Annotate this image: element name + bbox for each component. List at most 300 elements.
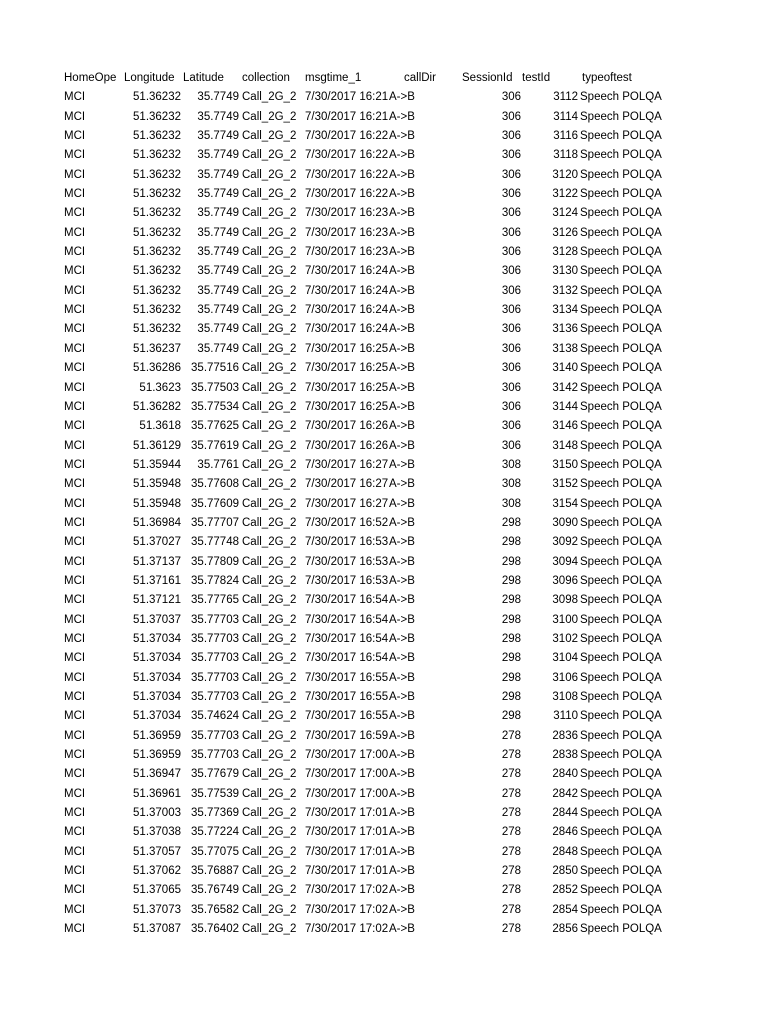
longitude-cell: 51.3623: [139, 381, 181, 394]
testid-cell: 3098: [552, 594, 578, 607]
header-collection: collection: [242, 72, 290, 84]
latitude-cell: 35.77609: [191, 497, 239, 510]
typeoftest-cell: Speech POLQA: [580, 362, 662, 375]
latitude-cell: 35.77707: [191, 516, 239, 529]
latitude-cell: 35.77679: [191, 768, 239, 781]
typeoftest-cell: Speech POLQA: [580, 284, 662, 297]
calldir-cell: A->B: [389, 149, 415, 162]
latitude-cell: 35.77765: [191, 594, 239, 607]
typeoftest-cell: Speech POLQA: [580, 168, 662, 181]
table-row: [0, 262, 768, 281]
calldir-cell: A->B: [389, 903, 415, 916]
typeoftest-cell: Speech POLQA: [580, 420, 662, 433]
testid-cell: 3128: [552, 246, 578, 259]
homeope-cell: MCI: [64, 458, 86, 471]
msgtime-cell: 7/30/2017 17:02: [305, 903, 389, 916]
table-row: [0, 495, 768, 514]
homeope-cell: MCI: [64, 845, 86, 858]
msgtime-cell: 7/30/2017 16:53: [305, 536, 389, 549]
longitude-cell: 51.37065: [133, 884, 181, 897]
testid-cell: 2850: [552, 865, 578, 878]
collection-cell: Call_2G_2: [242, 923, 297, 936]
msgtime-cell: 7/30/2017 16:25: [305, 381, 389, 394]
calldir-cell: A->B: [389, 323, 415, 336]
typeoftest-cell: Speech POLQA: [580, 400, 662, 413]
sessionid-cell: 278: [501, 865, 521, 878]
sessionid-cell: 298: [501, 632, 521, 645]
testid-cell: 2840: [552, 768, 578, 781]
msgtime-cell: 7/30/2017 17:00: [305, 787, 389, 800]
testid-cell: 3140: [552, 362, 578, 375]
longitude-cell: 51.35948: [133, 478, 181, 491]
longitude-cell: 51.36232: [133, 323, 181, 336]
table-row: [0, 456, 768, 475]
testid-cell: 3108: [552, 691, 578, 703]
table-row: [0, 901, 768, 920]
sessionid-cell: 306: [501, 323, 521, 336]
calldir-cell: A->B: [389, 439, 415, 452]
msgtime-cell: 7/30/2017 17:02: [305, 923, 389, 936]
typeoftest-cell: Speech POLQA: [580, 787, 662, 800]
latitude-cell: 35.7761: [197, 458, 239, 471]
testid-cell: 2856: [552, 923, 578, 936]
latitude-cell: 35.7749: [197, 323, 239, 336]
table-row: [0, 804, 768, 823]
calldir-cell: A->B: [389, 168, 415, 181]
collection-cell: Call_2G_2: [242, 536, 297, 549]
table-body: [0, 88, 768, 939]
testid-cell: 3150: [552, 458, 578, 471]
longitude-cell: 51.37034: [133, 632, 181, 645]
msgtime-cell: 7/30/2017 16:23: [305, 226, 389, 239]
msgtime-cell: 7/30/2017 17:01: [305, 865, 389, 878]
calldir-cell: A->B: [389, 130, 415, 143]
latitude-cell: 35.76402: [191, 923, 239, 936]
table-row: [0, 320, 768, 339]
longitude-cell: 51.37034: [133, 710, 181, 723]
latitude-cell: 35.77703: [191, 691, 239, 703]
typeoftest-cell: Speech POLQA: [580, 671, 662, 684]
collection-cell: Call_2G_2: [242, 671, 297, 684]
collection-cell: Call_2G_2: [242, 768, 297, 781]
longitude-cell: 51.37087: [133, 923, 181, 936]
typeoftest-cell: Speech POLQA: [580, 632, 662, 645]
calldir-cell: A->B: [389, 420, 415, 433]
msgtime-cell: 7/30/2017 16:24: [305, 323, 389, 336]
calldir-cell: A->B: [389, 400, 415, 413]
homeope-cell: MCI: [64, 420, 86, 433]
table-row: [0, 514, 768, 533]
homeope-cell: MCI: [64, 265, 86, 278]
table-row: [0, 417, 768, 436]
calldir-cell: A->B: [389, 807, 415, 820]
longitude-cell: 51.37034: [133, 671, 181, 684]
table-row: [0, 359, 768, 378]
homeope-cell: MCI: [64, 749, 86, 762]
latitude-cell: 35.77703: [191, 632, 239, 645]
longitude-cell: 51.35948: [133, 497, 181, 510]
msgtime-cell: 7/30/2017 16:25: [305, 362, 389, 375]
latitude-cell: 35.76582: [191, 903, 239, 916]
latitude-cell: 35.77703: [191, 671, 239, 684]
table-row: [0, 533, 768, 552]
homeope-cell: MCI: [64, 903, 86, 916]
testid-cell: 3136: [552, 323, 578, 336]
msgtime-cell: 7/30/2017 17:00: [305, 768, 389, 781]
table-row: [0, 920, 768, 939]
collection-cell: Call_2G_2: [242, 130, 297, 143]
typeoftest-cell: Speech POLQA: [580, 807, 662, 820]
calldir-cell: A->B: [389, 632, 415, 645]
calldir-cell: A->B: [389, 362, 415, 375]
calldir-cell: A->B: [389, 613, 415, 626]
testid-cell: 2842: [552, 787, 578, 800]
latitude-cell: 35.7749: [197, 149, 239, 162]
homeope-cell: MCI: [64, 342, 86, 355]
testid-cell: 3132: [552, 284, 578, 297]
testid-cell: 2848: [552, 845, 578, 858]
latitude-cell: 35.77516: [191, 362, 239, 375]
longitude-cell: 51.36232: [133, 188, 181, 201]
collection-cell: Call_2G_2: [242, 246, 297, 259]
longitude-cell: 51.36232: [133, 226, 181, 239]
table-row: [0, 881, 768, 900]
calldir-cell: A->B: [389, 574, 415, 587]
typeoftest-cell: Speech POLQA: [580, 497, 662, 510]
calldir-cell: A->B: [389, 284, 415, 297]
latitude-cell: 35.7749: [197, 130, 239, 143]
typeoftest-cell: Speech POLQA: [580, 923, 662, 936]
sessionid-cell: 306: [501, 188, 521, 201]
longitude-cell: 51.37027: [133, 536, 181, 549]
header-typeoftest: typeoftest: [582, 72, 632, 84]
testid-cell: 2846: [552, 826, 578, 839]
homeope-cell: MCI: [64, 594, 86, 607]
table-row: [0, 146, 768, 165]
sessionid-cell: 278: [501, 903, 521, 916]
calldir-cell: A->B: [389, 710, 415, 723]
homeope-cell: MCI: [64, 555, 86, 568]
msgtime-cell: 7/30/2017 16:27: [305, 478, 389, 491]
msgtime-cell: 7/30/2017 16:53: [305, 555, 389, 568]
collection-cell: Call_2G_2: [242, 458, 297, 471]
latitude-cell: 35.77503: [191, 381, 239, 394]
testid-cell: 3090: [552, 516, 578, 529]
typeoftest-cell: Speech POLQA: [580, 749, 662, 762]
msgtime-cell: 7/30/2017 17:00: [305, 749, 389, 762]
table-row: [0, 88, 768, 107]
typeoftest-cell: Speech POLQA: [580, 516, 662, 529]
collection-cell: Call_2G_2: [242, 362, 297, 375]
homeope-cell: MCI: [64, 884, 86, 897]
calldir-cell: A->B: [389, 381, 415, 394]
latitude-cell: 35.77369: [191, 807, 239, 820]
table-row: [0, 224, 768, 243]
table-row: [0, 649, 768, 668]
calldir-cell: A->B: [389, 671, 415, 684]
calldir-cell: A->B: [389, 691, 415, 703]
latitude-cell: 35.77703: [191, 652, 239, 665]
msgtime-cell: 7/30/2017 16:22: [305, 188, 389, 201]
longitude-cell: 51.36232: [133, 304, 181, 317]
homeope-cell: MCI: [64, 807, 86, 820]
latitude-cell: 35.7749: [197, 207, 239, 220]
table-row: [0, 823, 768, 842]
sessionid-cell: 298: [501, 516, 521, 529]
msgtime-cell: 7/30/2017 16:54: [305, 613, 389, 626]
longitude-cell: 51.36232: [133, 130, 181, 143]
msgtime-cell: 7/30/2017 16:23: [305, 246, 389, 259]
testid-cell: 3116: [553, 130, 578, 143]
longitude-cell: 51.36232: [133, 168, 181, 181]
table-row: [0, 437, 768, 456]
longitude-cell: 51.37037: [133, 613, 181, 626]
testid-cell: 3094: [552, 555, 578, 568]
table-row: [0, 282, 768, 301]
latitude-cell: 35.7749: [197, 265, 239, 278]
longitude-cell: 51.37121: [133, 594, 181, 607]
msgtime-cell: 7/30/2017 16:52: [305, 516, 389, 529]
longitude-cell: 51.36232: [133, 246, 181, 259]
table-row: [0, 108, 768, 127]
calldir-cell: A->B: [389, 91, 415, 104]
sessionid-cell: 306: [501, 439, 521, 452]
longitude-cell: 51.37137: [133, 555, 181, 568]
typeoftest-cell: Speech POLQA: [580, 110, 662, 123]
sessionid-cell: 278: [501, 826, 521, 839]
testid-cell: 2854: [552, 903, 578, 916]
longitude-cell: 51.36984: [133, 516, 181, 529]
sessionid-cell: 278: [501, 729, 521, 742]
homeope-cell: MCI: [64, 497, 86, 510]
testid-cell: 3142: [552, 381, 578, 394]
typeoftest-cell: Speech POLQA: [580, 265, 662, 278]
msgtime-cell: 7/30/2017 16:24: [305, 284, 389, 297]
typeoftest-cell: Speech POLQA: [580, 594, 662, 607]
header-testid: testId: [522, 72, 551, 84]
sessionid-cell: 306: [501, 400, 521, 413]
longitude-cell: 51.37034: [133, 652, 181, 665]
sessionid-cell: 306: [501, 207, 521, 220]
homeope-cell: MCI: [64, 110, 86, 123]
msgtime-cell: 7/30/2017 16:22: [305, 130, 389, 143]
calldir-cell: A->B: [389, 884, 415, 897]
msgtime-cell: 7/30/2017 16:24: [305, 304, 389, 317]
latitude-cell: 35.7749: [197, 284, 239, 297]
testid-cell: 3146: [552, 420, 578, 433]
table-row: [0, 688, 768, 707]
collection-cell: Call_2G_2: [242, 749, 297, 762]
sessionid-cell: 306: [501, 130, 521, 143]
collection-cell: Call_2G_2: [242, 826, 297, 839]
table-row: [0, 727, 768, 746]
calldir-cell: A->B: [389, 749, 415, 762]
latitude-cell: 35.7749: [197, 168, 239, 181]
collection-cell: Call_2G_2: [242, 574, 297, 587]
typeoftest-cell: Speech POLQA: [580, 884, 662, 897]
table-row: [0, 611, 768, 630]
typeoftest-cell: Speech POLQA: [580, 188, 662, 201]
calldir-cell: A->B: [389, 478, 415, 491]
homeope-cell: MCI: [64, 710, 86, 723]
msgtime-cell: 7/30/2017 16:26: [305, 439, 389, 452]
typeoftest-cell: Speech POLQA: [580, 826, 662, 839]
testid-cell: 3148: [552, 439, 578, 452]
longitude-cell: 51.37073: [133, 903, 181, 916]
testid-cell: 3106: [552, 671, 578, 684]
longitude-cell: 51.37057: [133, 845, 181, 858]
homeope-cell: MCI: [64, 652, 86, 665]
table-row: [0, 591, 768, 610]
msgtime-cell: 7/30/2017 16:27: [305, 458, 389, 471]
homeope-cell: MCI: [64, 691, 86, 703]
typeoftest-cell: Speech POLQA: [580, 458, 662, 471]
typeoftest-cell: Speech POLQA: [580, 729, 662, 742]
calldir-cell: A->B: [389, 865, 415, 878]
sessionid-cell: 298: [501, 594, 521, 607]
homeope-cell: MCI: [64, 768, 86, 781]
collection-cell: Call_2G_2: [242, 381, 297, 394]
calldir-cell: A->B: [389, 304, 415, 317]
collection-cell: Call_2G_2: [242, 207, 297, 220]
calldir-cell: A->B: [389, 768, 415, 781]
longitude-cell: 51.36282: [133, 400, 181, 413]
msgtime-cell: 7/30/2017 16:22: [305, 149, 389, 162]
msgtime-cell: 7/30/2017 16:55: [305, 691, 389, 703]
sessionid-cell: 278: [501, 845, 521, 858]
longitude-cell: 51.37161: [133, 574, 181, 587]
table-row: [0, 166, 768, 185]
typeoftest-cell: Speech POLQA: [580, 555, 662, 568]
latitude-cell: 35.77619: [191, 439, 239, 452]
msgtime-cell: 7/30/2017 16:22: [305, 168, 389, 181]
collection-cell: Call_2G_2: [242, 478, 297, 491]
calldir-cell: A->B: [389, 845, 415, 858]
sessionid-cell: 308: [501, 458, 521, 471]
testid-cell: 3126: [552, 226, 578, 239]
table-row: [0, 204, 768, 223]
collection-cell: Call_2G_2: [242, 265, 297, 278]
calldir-cell: A->B: [389, 458, 415, 471]
longitude-cell: 51.35944: [133, 458, 181, 471]
sessionid-cell: 298: [501, 574, 521, 587]
latitude-cell: 35.77075: [191, 845, 239, 858]
typeoftest-cell: Speech POLQA: [580, 130, 662, 143]
latitude-cell: 35.77539: [191, 787, 239, 800]
homeope-cell: MCI: [64, 439, 86, 452]
testid-cell: 3154: [552, 497, 578, 510]
latitude-cell: 35.76887: [191, 865, 239, 878]
sessionid-cell: 298: [501, 671, 521, 684]
collection-cell: Call_2G_2: [242, 555, 297, 568]
sessionid-cell: 278: [501, 768, 521, 781]
homeope-cell: MCI: [64, 671, 86, 684]
homeope-cell: MCI: [64, 381, 86, 394]
msgtime-cell: 7/30/2017 16:21: [305, 91, 389, 104]
latitude-cell: 35.7749: [197, 188, 239, 201]
table-row: [0, 746, 768, 765]
homeope-cell: MCI: [64, 130, 86, 143]
testid-cell: 3104: [552, 652, 578, 665]
homeope-cell: MCI: [64, 826, 86, 839]
homeope-cell: MCI: [64, 362, 86, 375]
table-row: [0, 572, 768, 591]
sessionid-cell: 278: [501, 749, 521, 762]
sessionid-cell: 298: [501, 652, 521, 665]
collection-cell: Call_2G_2: [242, 613, 297, 626]
homeope-cell: MCI: [64, 149, 86, 162]
homeope-cell: MCI: [64, 516, 86, 529]
longitude-cell: 51.37062: [133, 865, 181, 878]
typeoftest-cell: Speech POLQA: [580, 768, 662, 781]
homeope-cell: MCI: [64, 91, 86, 104]
msgtime-cell: 7/30/2017 17:01: [305, 826, 389, 839]
longitude-cell: 51.37038: [133, 826, 181, 839]
calldir-cell: A->B: [389, 516, 415, 529]
collection-cell: Call_2G_2: [242, 497, 297, 510]
collection-cell: Call_2G_2: [242, 652, 297, 665]
table-row: [0, 843, 768, 862]
typeoftest-cell: Speech POLQA: [580, 613, 662, 626]
longitude-cell: 51.36961: [133, 787, 181, 800]
sessionid-cell: 306: [501, 381, 521, 394]
calldir-cell: A->B: [389, 826, 415, 839]
collection-cell: Call_2G_2: [242, 284, 297, 297]
header-sessionid: SessionId: [462, 72, 513, 84]
typeoftest-cell: Speech POLQA: [580, 246, 662, 259]
header-calldir: callDir: [404, 72, 436, 84]
testid-cell: 3102: [552, 632, 578, 645]
testid-cell: 3092: [552, 536, 578, 549]
msgtime-cell: 7/30/2017 16:24: [305, 265, 389, 278]
sessionid-cell: 298: [501, 691, 521, 703]
latitude-cell: 35.77608: [191, 478, 239, 491]
typeoftest-cell: Speech POLQA: [580, 845, 662, 858]
latitude-cell: 35.7749: [197, 226, 239, 239]
msgtime-cell: 7/30/2017 16:55: [305, 671, 389, 684]
longitude-cell: 51.36959: [133, 729, 181, 742]
table-row: [0, 669, 768, 688]
sessionid-cell: 306: [501, 226, 521, 239]
collection-cell: Call_2G_2: [242, 594, 297, 607]
homeope-cell: MCI: [64, 923, 86, 936]
collection-cell: Call_2G_2: [242, 323, 297, 336]
msgtime-cell: 7/30/2017 16:55: [305, 710, 389, 723]
header-latitude: Latitude: [183, 72, 224, 84]
msgtime-cell: 7/30/2017 17:01: [305, 807, 389, 820]
sessionid-cell: 298: [501, 536, 521, 549]
calldir-cell: A->B: [389, 265, 415, 278]
longitude-cell: 51.36237: [133, 342, 181, 355]
calldir-cell: A->B: [389, 536, 415, 549]
testid-cell: 2836: [552, 729, 578, 742]
typeoftest-cell: Speech POLQA: [580, 323, 662, 336]
header-longitude: Longitude: [124, 72, 175, 84]
msgtime-cell: 7/30/2017 16:23: [305, 207, 389, 220]
msgtime-cell: 7/30/2017 16:21: [305, 110, 389, 123]
collection-cell: Call_2G_2: [242, 420, 297, 433]
msgtime-cell: 7/30/2017 16:25: [305, 342, 389, 355]
collection-cell: Call_2G_2: [242, 729, 297, 742]
collection-cell: Call_2G_2: [242, 91, 297, 104]
calldir-cell: A->B: [389, 923, 415, 936]
table-row: [0, 340, 768, 359]
homeope-cell: MCI: [64, 304, 86, 317]
longitude-cell: 51.37034: [133, 691, 181, 703]
header-msgtime: msgtime_1: [305, 72, 362, 84]
sessionid-cell: 278: [501, 807, 521, 820]
sessionid-cell: 306: [501, 168, 521, 181]
